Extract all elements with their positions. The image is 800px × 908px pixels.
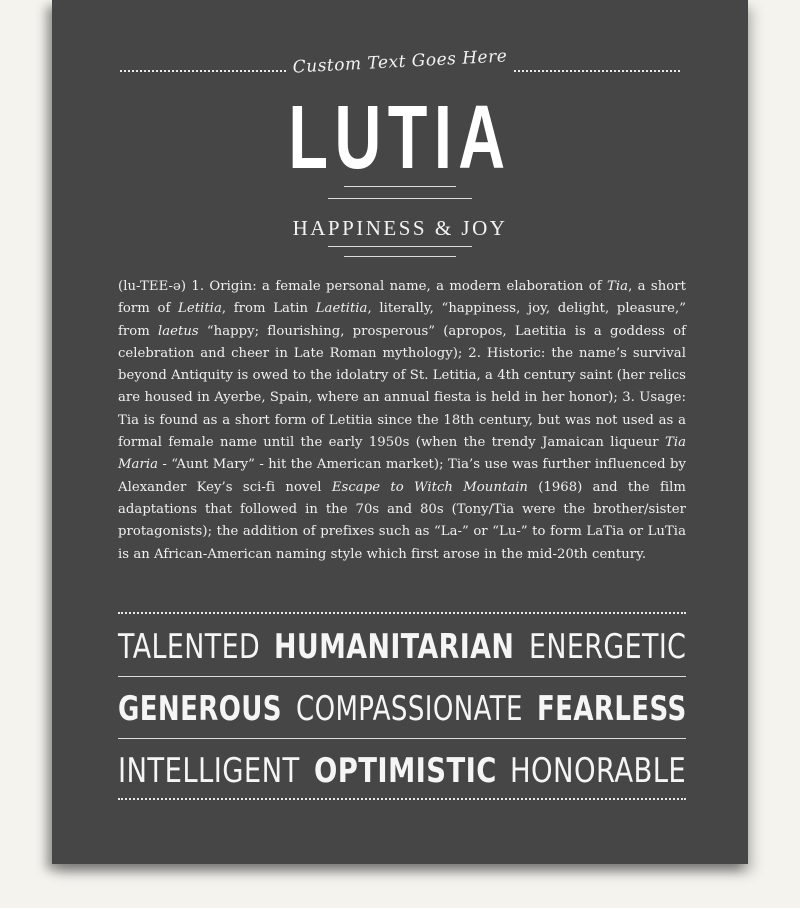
meaning-underline-long (328, 246, 472, 247)
name-underline-long (328, 198, 472, 199)
definition-text: - “Aunt Mary” - hit the American market); Tia’s use was further influenced by Alexander Key’s sci-fi novel (118, 457, 686, 495)
trait-word: HUMANITARIAN (274, 627, 515, 667)
trait-word: ENERGETIC (528, 627, 686, 667)
meaning-underline-short (344, 256, 456, 257)
definition-text: “happy; flourishing, prosperous” (apropos, Laetitia is a goddess of celebration and cheer in Late Roman mythology); 2. Historic: the name’s survival beyond Antiquity is owed to the idolatry of St. Letitia, a 4th century saint (her relics are housed in Ayerbe, Spain, where an annual fiesta is held in her honor); 3. Usage: Tia is found as a short form of Letitia since the 18th century, but was not used as a formal female name until the early 1950s (when the trendy Jamaican liqueur (118, 323, 686, 451)
trait-row-2 (118, 687, 686, 731)
trait-word: INTELLIGENT (118, 751, 300, 791)
trait-word: TALENTED (118, 627, 261, 667)
trait-row-3 (118, 749, 686, 793)
traits-divider-2 (118, 738, 686, 739)
trait-word: OPTIMISTIC (313, 751, 497, 791)
name-title: LUTIA (288, 88, 512, 188)
name-poster (52, 0, 748, 864)
definition-italic: Tia Maria (118, 435, 686, 473)
traits-bottom-dotted-rule (118, 798, 686, 800)
trait-word: HONORABLE (510, 751, 687, 791)
name-definition (118, 276, 686, 566)
definition-text: (1968) and the film adaptations that followed in the 70s and 80s (Tony/Tia were the brother/sister protagonists); the addition of prefixes such as “La-” or “Lu-” to form LaTia or LuTia is an African-American naming style which first arose in the mid-20th century. (118, 479, 686, 562)
definition-text: , a short form of (118, 279, 686, 317)
definition-text: , literally, “happiness, joy, delight, pleasure,” from (118, 301, 687, 339)
name-meaning: HAPPINESS & JOY (292, 216, 508, 240)
trait-word: COMPASSIONATE (295, 689, 523, 729)
definition-italic: Letitia (178, 301, 222, 317)
definition-italic: Escape to Witch Mountain (331, 479, 528, 495)
custom-text: Custom Text Goes Here (292, 46, 508, 78)
traits-top-dotted-rule (118, 612, 686, 614)
definition-text: , from Latin (221, 301, 316, 317)
trait-word: GENEROUS (118, 689, 282, 729)
trait-row-1 (118, 625, 686, 669)
trait-word: FEARLESS (536, 689, 687, 729)
top-left-dotted-rule (120, 70, 286, 72)
name-underline-short (344, 186, 456, 187)
definition-italic: Laetitia (315, 301, 368, 317)
definition-italic: laetus (157, 323, 199, 339)
definition-italic: Tia (607, 279, 629, 294)
top-right-dotted-rule (514, 70, 680, 72)
definition-text: (lu-TEE-ə) 1. Origin: a female personal name, a modern elaboration of (118, 279, 608, 294)
traits-divider-1 (118, 676, 686, 677)
